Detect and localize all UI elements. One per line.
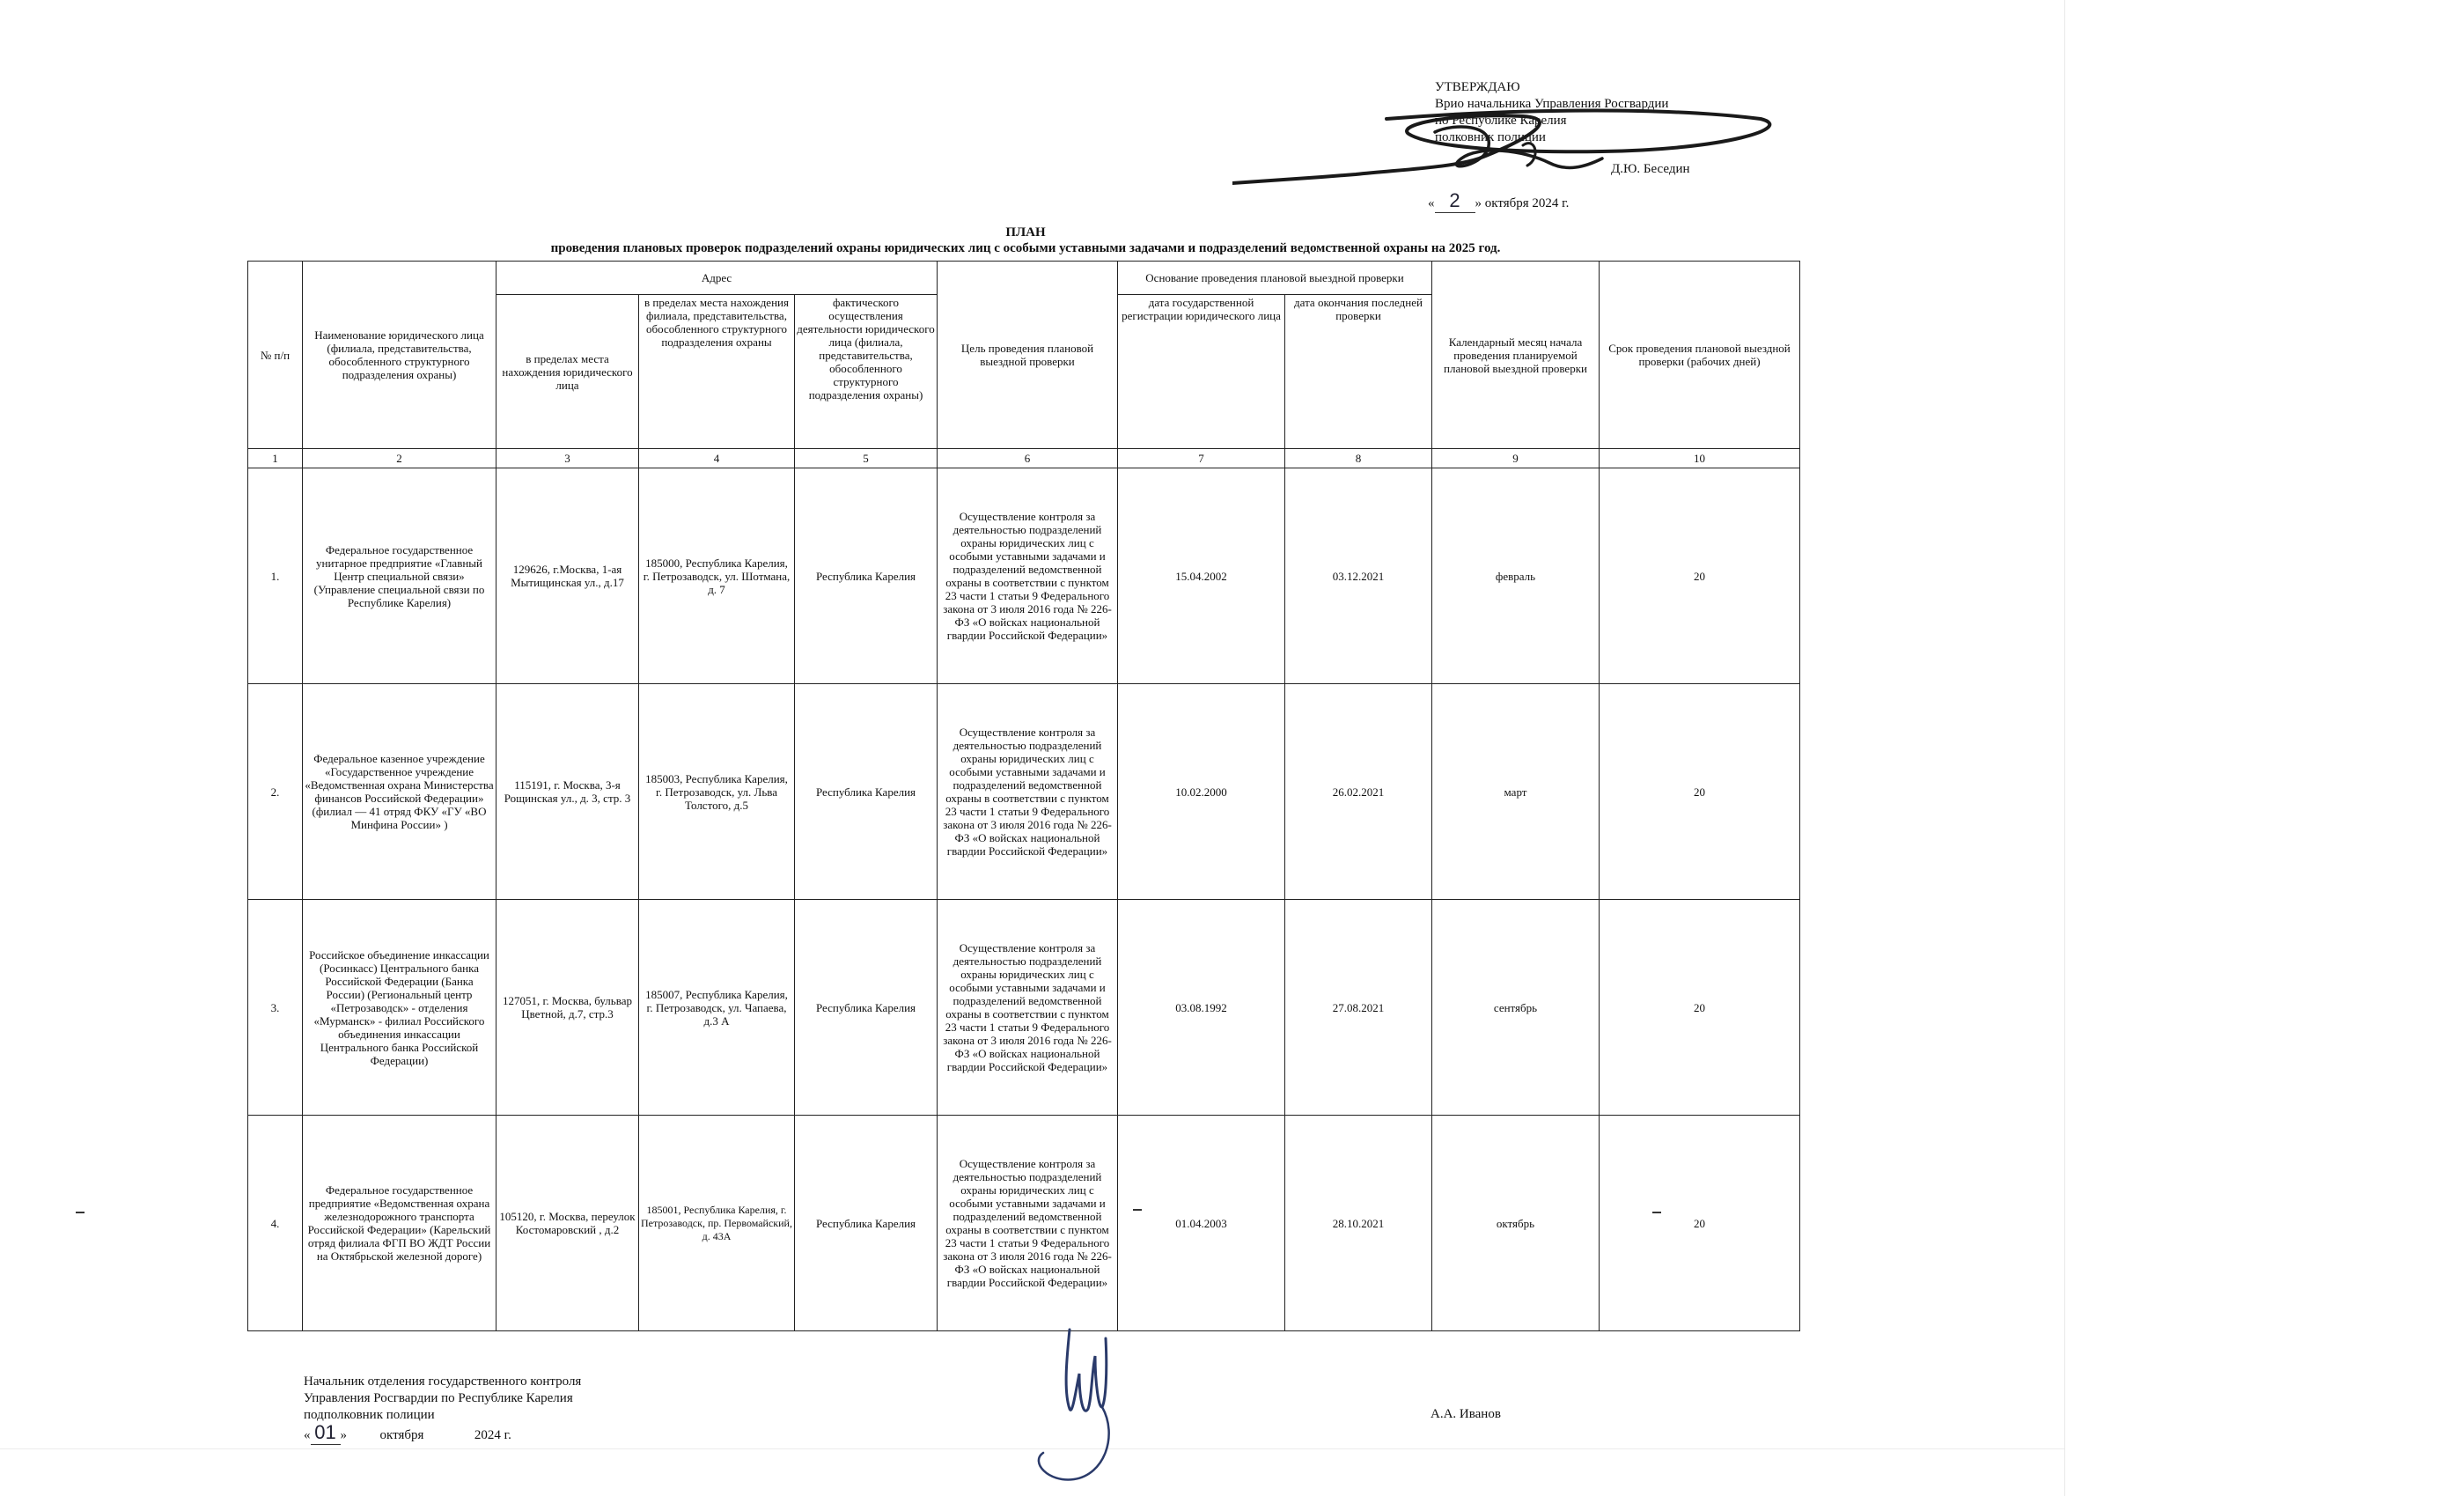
col-number: 4	[639, 449, 795, 468]
footer-position-line3: подполковник полиции	[304, 1408, 435, 1422]
approval-date-day: 2	[1449, 189, 1460, 211]
col-number: 3	[496, 449, 639, 468]
header-purpose: Цель проведения плановой выездной проверки	[938, 262, 1118, 449]
col-number: 5	[795, 449, 938, 468]
cell-last-check: 28.10.2021	[1285, 1116, 1432, 1331]
column-number-row	[248, 449, 1800, 468]
cell-reg-date: 03.08.1992	[1118, 900, 1285, 1116]
table-row	[248, 1116, 1800, 1331]
approval-date-open: «	[1428, 196, 1435, 210]
header-addr-actual: фактического осуществления деятельности юридического лица (филиала, представительства, обособленного структурного подразделения охраны)	[795, 295, 938, 449]
cell-name: Федеральное государственное предприятие «Ведомственная охрана железнодорожного транспорта Российской Федерации» (Карельский отряд филиала ФГП ВО ЖДТ России на Октябрьской железной дороге)	[303, 1116, 496, 1331]
cell-reg-date: 10.02.2000	[1118, 684, 1285, 900]
cell-addr-legal: 105120, г. Москва, переулок Костомаровский , д.2	[496, 1116, 639, 1331]
approval-name: Д.Ю. Беседин	[1611, 162, 1690, 176]
cell-duration: 20	[1600, 468, 1800, 684]
table-row	[248, 468, 1800, 684]
cell-last-check: 27.08.2021	[1285, 900, 1432, 1116]
table-row	[248, 684, 1800, 900]
cell-duration: 20	[1600, 1116, 1800, 1331]
cell-addr-actual: Республика Карелия	[795, 1116, 938, 1331]
inspection-plan-table	[247, 261, 1800, 1331]
cell-reg-date: 01.04.2003	[1118, 1116, 1285, 1331]
col-number: 10	[1600, 449, 1800, 468]
header-num: № п/п	[248, 262, 303, 449]
scan-mark	[1652, 1212, 1661, 1213]
document-title	[246, 225, 1805, 256]
header-duration: Срок проведения плановой выездной проверки (рабочих дней)	[1600, 262, 1800, 449]
col-number: 7	[1118, 449, 1285, 468]
footer-name: А.А. Иванов	[1431, 1407, 1501, 1421]
col-number: 9	[1432, 449, 1600, 468]
scan-mark	[76, 1212, 85, 1213]
table-row	[248, 900, 1800, 1116]
footer-date-year: 2024 г.	[474, 1428, 511, 1442]
approval-heading: УТВЕРЖДАЮ	[1435, 80, 1520, 94]
cell-purpose: Осуществление контроля за деятельностью подразделений охраны юридических лиц с особыми уставными задачами и подразделений ведомственной охраны в соответствии с пунктом 23 части 1 статьи 9 Федерального закона от 3 июля 2016 года № 226-ФЗ «О войсках национальной гвардии Российской Федерации»	[938, 684, 1118, 900]
header-row-1	[248, 262, 1800, 295]
footer-date	[304, 1421, 581, 1445]
approval-position-line3: полковник полиции	[1435, 130, 1546, 144]
header-addr-branch: в пределах места нахождения филиала, представительства, обособленного структурного подразделения охраны	[639, 295, 795, 449]
cell-addr-actual: Республика Карелия	[795, 684, 938, 900]
cell-name: Российское объединение инкассации (Росинкасс) Центрального банка Российской Федерации (Банка России) (Региональный центр «Петрозаводск» - отделения «Мурманск» - филиал Российского объединения инкассации Центрального банка Российской Федерации)	[303, 900, 496, 1116]
col-number: 1	[248, 449, 303, 468]
header-month: Календарный месяц начала проведения планируемой плановой выездной проверки	[1432, 262, 1600, 449]
cell-reg-date: 15.04.2002	[1118, 468, 1285, 684]
cell-addr-actual: Республика Карелия	[795, 468, 938, 684]
approval-position-line1: Врио начальника Управления Росгвардии	[1435, 97, 1669, 111]
footer-position-line1: Начальник отделения государственного контроля	[304, 1374, 582, 1389]
footer-signature-block	[304, 1374, 581, 1445]
cell-addr-actual: Республика Карелия	[795, 900, 938, 1116]
approval-signature	[1232, 97, 1778, 194]
header-basis-last: дата окончания последней проверки	[1285, 295, 1432, 449]
cell-addr-legal: 129626, г.Москва, 1-ая Мытищинская ул., д.17	[496, 468, 639, 684]
cell-purpose: Осуществление контроля за деятельностью подразделений охраны юридических лиц с особыми уставными задачами и подразделений ведомственной охраны в соответствии с пунктом 23 части 1 статьи 9 Федерального закона от 3 июля 2016 года № 226-ФЗ «О войсках национальной гвардии Российской Федерации»	[938, 468, 1118, 684]
header-name: Наименование юридического лица (филиала, представительства, обособленного структурного подразделения охраны)	[303, 262, 496, 449]
col-number: 6	[938, 449, 1118, 468]
cell-addr-branch: 185003, Республика Карелия, г. Петрозаводск, ул. Льва Толстого, д.5	[639, 684, 795, 900]
cell-month: октябрь	[1432, 1116, 1600, 1331]
scan-mark	[1133, 1209, 1142, 1211]
cell-num: 4.	[248, 1116, 303, 1331]
cell-num: 1.	[248, 468, 303, 684]
approval-position-line2: по Республике Карелия	[1435, 114, 1567, 128]
cell-month: февраль	[1432, 468, 1600, 684]
cell-name: Федеральное казенное учреждение «Государственное учреждение «Ведомственная охрана Министерства финансов Российской Федерации» (филиал — 41 отряд ФКУ «ГУ «ВО Минфина России» )	[303, 684, 496, 900]
cell-purpose: Осуществление контроля за деятельностью подразделений охраны юридических лиц с особыми уставными задачами и подразделений ведомственной охраны в соответствии с пунктом 23 части 1 статьи 9 Федерального закона от 3 июля 2016 года № 226-ФЗ «О войсках национальной гвардии Российской Федерации»	[938, 1116, 1118, 1331]
cell-addr-branch: 185001, Республика Карелия, г. Петрозаводск, пр. Первомайский, д. 43А	[639, 1116, 795, 1331]
footer-date-open: «	[304, 1428, 311, 1442]
cell-last-check: 26.02.2021	[1285, 684, 1432, 900]
cell-addr-branch: 185000, Республика Карелия, г. Петрозаводск, ул. Шотмана, д. 7	[639, 468, 795, 684]
title-line2: проведения плановых проверок подразделений охраны юридических лиц с особыми уставными задачами и подразделений ведомственной охраны на 2025 год.	[550, 241, 1501, 255]
footer-date-day: 01	[314, 1421, 336, 1443]
cell-name: Федеральное государственное унитарное предприятие «Главный Центр специальной связи» (Управление специальной связи по Республике Карелия)	[303, 468, 496, 684]
footer-date-month: октября	[379, 1428, 424, 1442]
cell-month: март	[1432, 684, 1600, 900]
footer-signature	[1021, 1321, 1144, 1492]
cell-duration: 20	[1600, 684, 1800, 900]
cell-duration: 20	[1600, 900, 1800, 1116]
cell-last-check: 03.12.2021	[1285, 468, 1432, 684]
approval-date	[1428, 189, 1570, 213]
approval-date-rest: » октября 2024 г.	[1475, 196, 1570, 210]
footer-position-line2: Управления Росгвардии по Республике Карелия	[304, 1391, 573, 1405]
cell-month: сентябрь	[1432, 900, 1600, 1116]
cell-addr-legal: 127051, г. Москва, бульвар Цветной, д.7, стр.3	[496, 900, 639, 1116]
col-number: 8	[1285, 449, 1432, 468]
cell-num: 2.	[248, 684, 303, 900]
header-basis-group: Основание проведения плановой выездной проверки	[1118, 262, 1432, 295]
header-basis-reg: дата государственной регистрации юридического лица	[1118, 295, 1285, 449]
cell-purpose: Осуществление контроля за деятельностью подразделений охраны юридических лиц с особыми уставными задачами и подразделений ведомственной охраны в соответствии с пунктом 23 части 1 статьи 9 Федерального закона от 3 июля 2016 года № 226-ФЗ «О войсках национальной гвардии Российской Федерации»	[938, 900, 1118, 1116]
page-edge-right	[2064, 0, 2065, 1496]
cell-addr-legal: 115191, г. Москва, 3-я Рощинская ул., д. 3, стр. 3	[496, 684, 639, 900]
cell-num: 3.	[248, 900, 303, 1116]
header-address-group: Адрес	[496, 262, 938, 295]
col-number: 2	[303, 449, 496, 468]
footer-date-close: »	[340, 1428, 347, 1442]
header-addr-legal: в пределах места нахождения юридического лица	[496, 295, 639, 449]
title-line1: ПЛАН	[1005, 225, 1046, 240]
cell-addr-branch: 185007, Республика Карелия, г. Петрозаводск, ул. Чапаева, д.3 А	[639, 900, 795, 1116]
